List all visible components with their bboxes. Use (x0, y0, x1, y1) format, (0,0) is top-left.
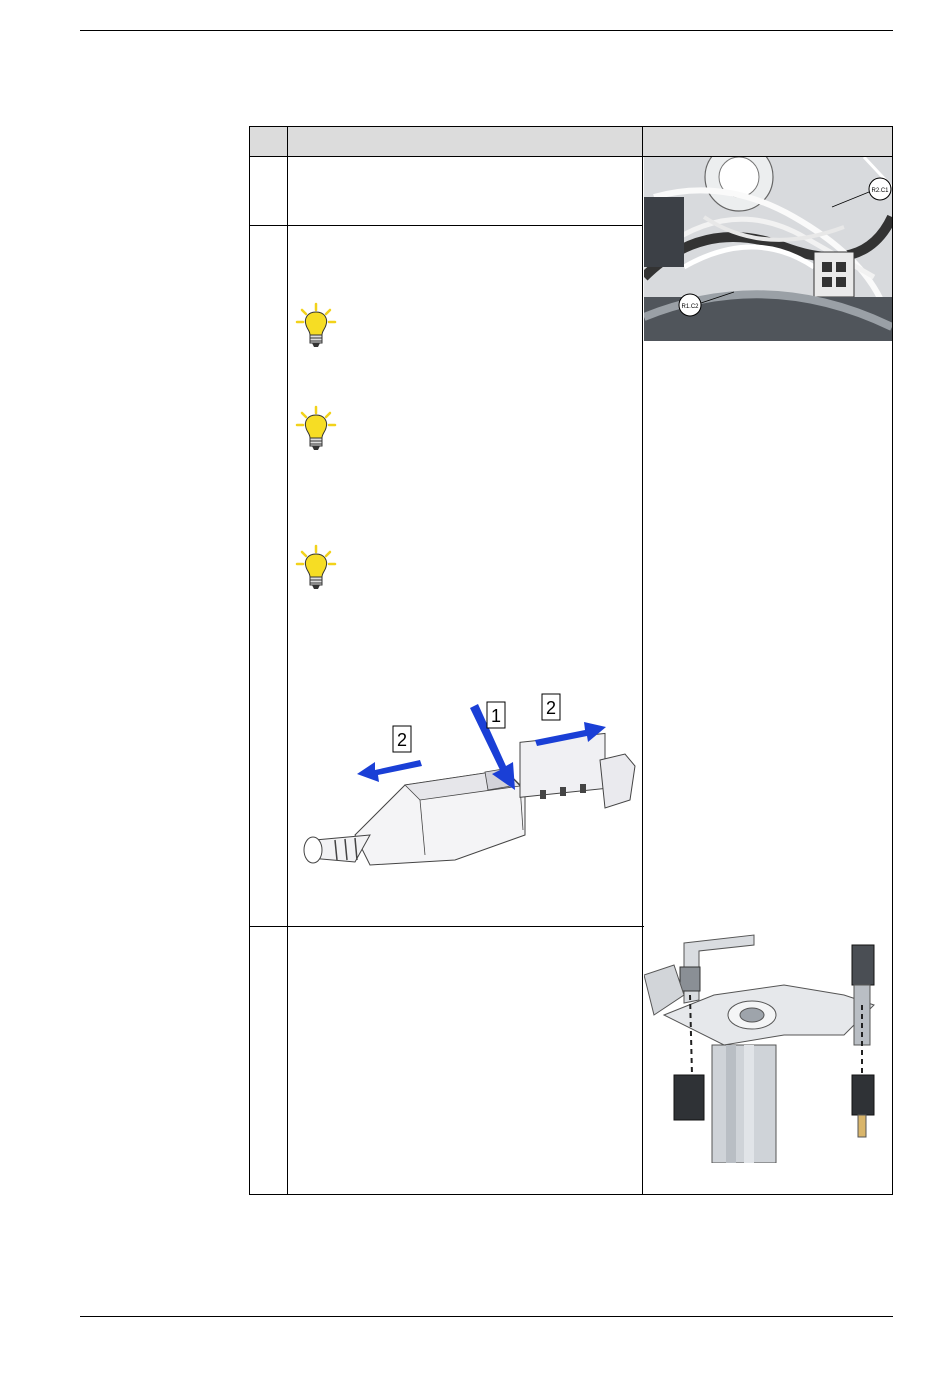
cabling-photo (644, 157, 892, 341)
lightbulb-icon (294, 405, 340, 455)
footer-rule (80, 1316, 893, 1317)
step-label-2b: 2 (545, 698, 557, 718)
column-divider (642, 127, 643, 1194)
callout-b: R1.C2 (681, 304, 699, 310)
row-divider (250, 225, 643, 226)
frame-connector-photo (644, 925, 892, 1163)
table-header-row (250, 127, 892, 157)
step-label-2a: 2 (396, 730, 408, 750)
callout-a: R2.C1 (871, 188, 889, 194)
column-divider (287, 127, 288, 1194)
header-rule (80, 30, 893, 31)
lightbulb-icon (294, 302, 340, 352)
step-label-1: 1 (490, 706, 502, 726)
lightbulb-icon (294, 544, 340, 594)
connector-release-illustration (295, 690, 640, 880)
